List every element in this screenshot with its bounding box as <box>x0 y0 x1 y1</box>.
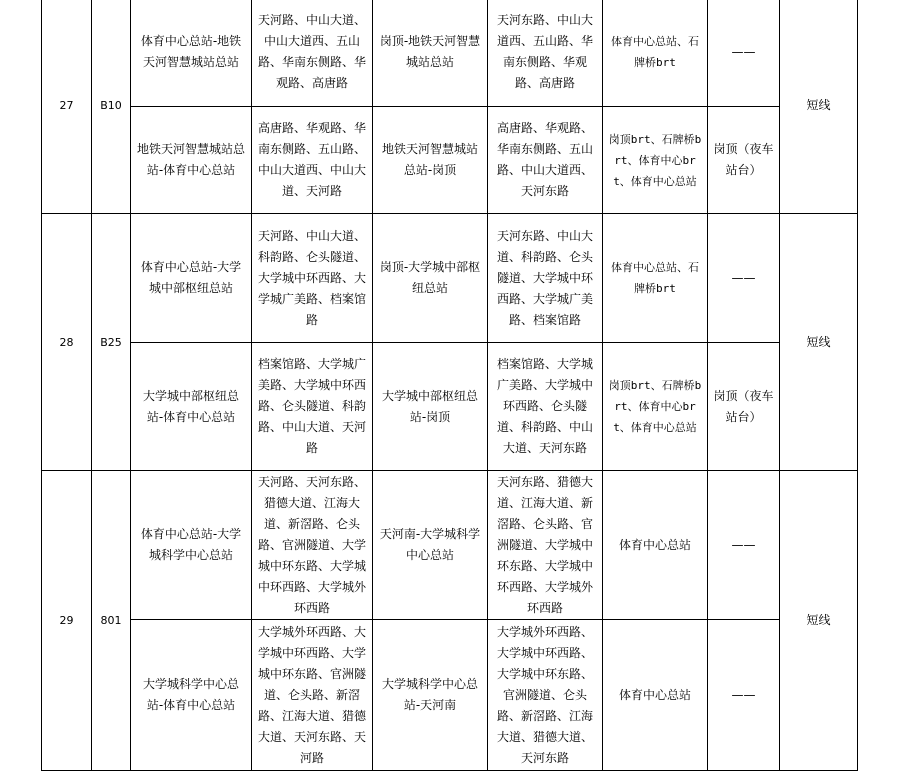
night-direction-name: 岗顶-地铁天河智慧城站总站 <box>373 0 488 107</box>
direction-name: 体育中心总站-大学城中部枢纽总站 <box>131 214 252 343</box>
via-roads: 天河路、中山大道、中山大道西、五山路、华南东侧路、华观路、高唐路 <box>252 0 373 107</box>
route-code: B10 <box>92 0 131 214</box>
bus-route-table <box>41 0 858 771</box>
direction-name: 体育中心总站-地铁天河智慧城站总站 <box>131 0 252 107</box>
night-stop: 岗顶（夜车站台） <box>708 343 780 471</box>
night-direction-name: 大学城中部枢纽总站-岗顶 <box>373 343 488 471</box>
brt-stops: 体育中心总站 <box>603 471 708 620</box>
night-stop: —— <box>708 214 780 343</box>
night-stop: —— <box>708 0 780 107</box>
via-roads: 天河路、天河东路、猎德大道、江海大道、新滘路、仑头路、官洲隧道、大学城中环东路、大学城中环西路、大学城外环西路 <box>252 471 373 620</box>
table-row <box>42 343 858 471</box>
night-via-roads: 天河东路、中山大道、科韵路、仑头隧道、大学城中环西路、大学城广美路、档案馆路 <box>488 214 603 343</box>
night-direction-name: 大学城科学中心总站-天河南 <box>373 620 488 771</box>
night-stop: 岗顶（夜车站台） <box>708 107 780 214</box>
table-row <box>42 107 858 214</box>
brt-stops: 岗顶brt、石牌桥brt、体育中心brt、体育中心总站 <box>603 107 708 214</box>
direction-name: 大学城中部枢纽总站-体育中心总站 <box>131 343 252 471</box>
night-stop: —— <box>708 471 780 620</box>
night-stop: —— <box>708 620 780 771</box>
table-row <box>42 0 858 107</box>
route-type: 短线 <box>780 0 858 214</box>
brt-stops: 岗顶brt、石牌桥brt、体育中心brt、体育中心总站 <box>603 343 708 471</box>
route-type: 短线 <box>780 471 858 771</box>
route-code: B25 <box>92 214 131 471</box>
night-via-roads: 天河东路、猎德大道、江海大道、新滘路、仑头路、官洲隧道、大学城中环东路、大学城中环西路、大学城外环西路 <box>488 471 603 620</box>
route-type: 短线 <box>780 214 858 471</box>
route-number: 27 <box>42 0 92 214</box>
table-row <box>42 471 858 620</box>
via-roads: 天河路、中山大道、科韵路、仑头隧道、大学城中环西路、大学城广美路、档案馆路 <box>252 214 373 343</box>
route-code: 801 <box>92 471 131 771</box>
direction-name: 大学城科学中心总站-体育中心总站 <box>131 620 252 771</box>
night-direction-name: 天河南-大学城科学中心总站 <box>373 471 488 620</box>
direction-name: 地铁天河智慧城站总站-体育中心总站 <box>131 107 252 214</box>
route-number: 28 <box>42 214 92 471</box>
via-roads: 高唐路、华观路、华南东侧路、五山路、中山大道西、中山大道、天河路 <box>252 107 373 214</box>
night-direction-name: 岗顶-大学城中部枢纽总站 <box>373 214 488 343</box>
night-via-roads: 大学城外环西路、大学城中环西路、大学城中环东路、官洲隧道、仑头路、新滘路、江海大道、猎德大道、天河东路 <box>488 620 603 771</box>
table-row <box>42 214 858 343</box>
route-number: 29 <box>42 471 92 771</box>
night-direction-name: 地铁天河智慧城站总站-岗顶 <box>373 107 488 214</box>
night-via-roads: 档案馆路、大学城广美路、大学城中环西路、仑头隧道、科韵路、中山大道、天河东路 <box>488 343 603 471</box>
table-row <box>42 620 858 771</box>
brt-stops: 体育中心总站 <box>603 620 708 771</box>
brt-stops: 体育中心总站、石牌桥brt <box>603 0 708 107</box>
night-via-roads: 天河东路、中山大道西、五山路、华南东侧路、华观路、高唐路 <box>488 0 603 107</box>
night-via-roads: 高唐路、华观路、华南东侧路、五山路、中山大道西、天河东路 <box>488 107 603 214</box>
brt-stops: 体育中心总站、石牌桥brt <box>603 214 708 343</box>
via-roads: 档案馆路、大学城广美路、大学城中环西路、仑头隧道、科韵路、中山大道、天河路 <box>252 343 373 471</box>
via-roads: 大学城外环西路、大学城中环西路、大学城中环东路、官洲隧道、仑头路、新滘路、江海大道、猎德大道、天河东路、天河路 <box>252 620 373 771</box>
direction-name: 体育中心总站-大学城科学中心总站 <box>131 471 252 620</box>
page-margin <box>0 0 41 772</box>
